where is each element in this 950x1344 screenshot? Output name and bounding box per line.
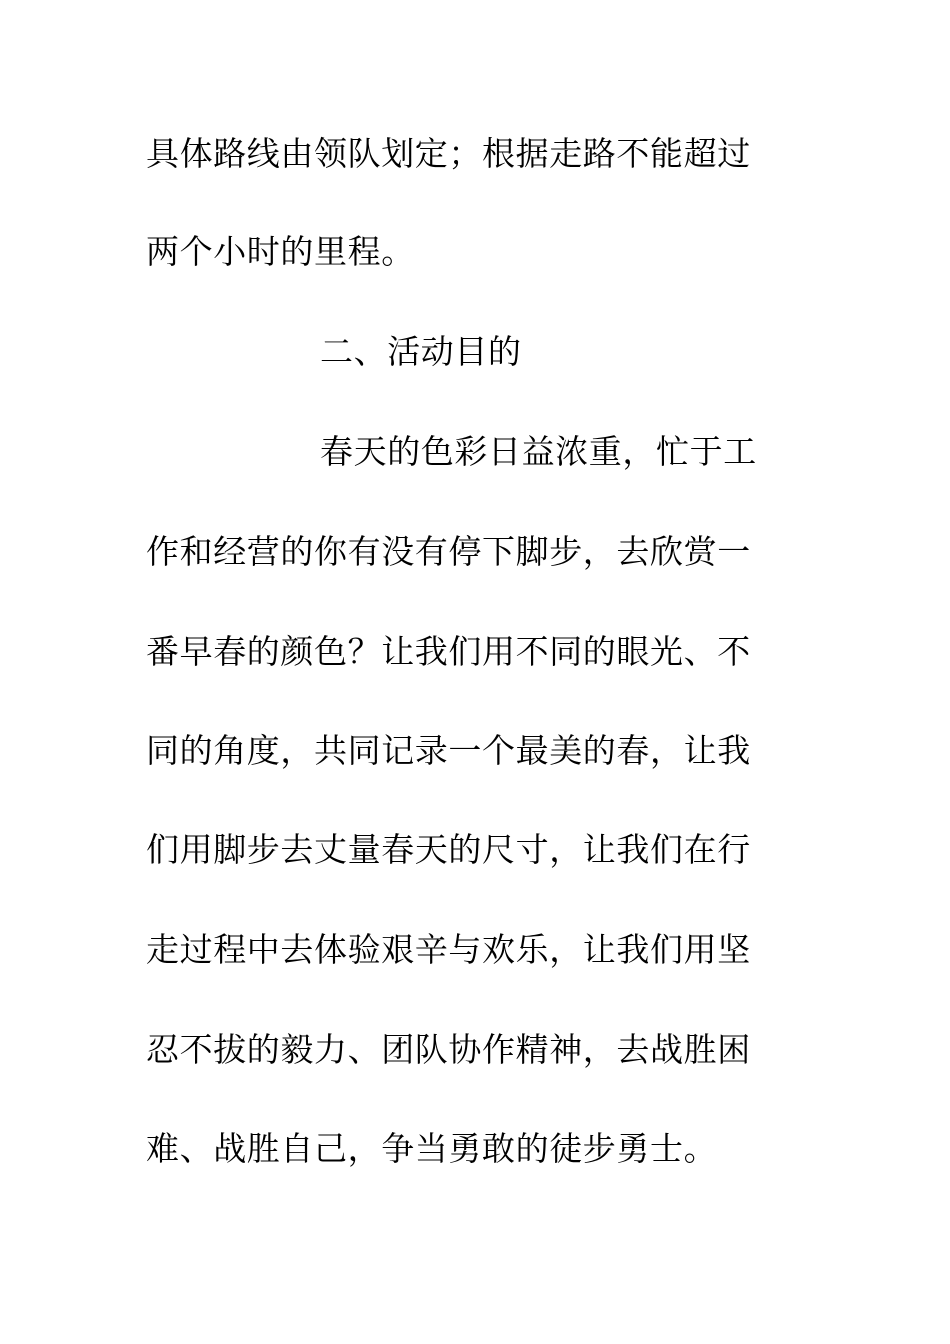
paragraph-purpose-line-3: 番早春的颜色？让我们用不同的眼光、不 xyxy=(146,632,751,671)
paragraph-continued-line-1: 具体路线由领队划定；根据走路不能超过 xyxy=(146,134,751,173)
paragraph-purpose-line-6: 走过程中去体验艰辛与欢乐，让我们用坚 xyxy=(146,930,751,969)
paragraph-purpose-line-2: 作和经营的你有没有停下脚步，去欣赏一 xyxy=(146,532,751,571)
paragraph-purpose-line-8: 难、战胜自己，争当勇敢的徒步勇士。 xyxy=(146,1129,718,1168)
paragraph-purpose-line-7: 忍不拔的毅力、团队协作精神，去战胜困 xyxy=(146,1030,751,1069)
paragraph-purpose-line-4: 同的角度，共同记录一个最美的春，让我 xyxy=(146,731,751,770)
paragraph-continued-line-2: 两个小时的里程。 xyxy=(146,232,415,271)
section-heading: 二、活动目的 xyxy=(320,332,522,371)
paragraph-purpose-line-1: 春天的色彩日益浓重，忙于工 xyxy=(320,432,757,471)
paragraph-purpose-line-5: 们用脚步去丈量春天的尺寸，让我们在行 xyxy=(146,830,751,869)
